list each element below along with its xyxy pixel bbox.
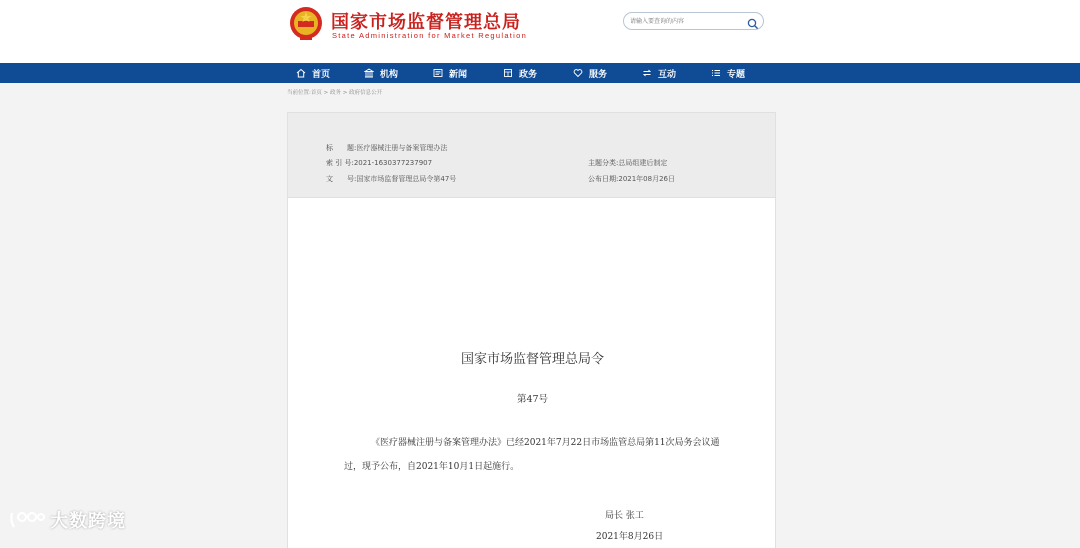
exchange-icon: [642, 68, 652, 78]
breadcrumb[interactable]: 当前位置:首页 > 政务 > 政府信息公开: [287, 90, 383, 96]
info-category-row: [588, 158, 667, 168]
nav-item-news[interactable]: [433, 63, 467, 83]
document-info-panel: [287, 112, 776, 198]
article-paragraph: 《医疗器械注册与备案管理办法》已经2021年7月22日市场监管总局第11次局务会议通过，现予公布，自2021年10月1日起施行。: [344, 438, 720, 472]
nav-item-interaction[interactable]: [642, 63, 676, 83]
info-index-value: 2021-1630377237907: [353, 159, 433, 167]
nav-label: 首页: [312, 69, 331, 80]
watermark-logo-icon: [8, 509, 46, 531]
site-subtitle: State Administration for Market Regulation: [332, 31, 528, 40]
nav-label: 专题: [727, 69, 746, 80]
list-icon: [711, 68, 721, 78]
info-date-value: 2021年08月26日: [618, 175, 675, 183]
signer: 局长 张工: [605, 511, 644, 521]
info-doc-row: [326, 174, 456, 184]
info-title-label: 标 题:: [326, 144, 357, 152]
info-category-value: 总局组建后制定: [618, 159, 668, 167]
nav-item-topics[interactable]: [711, 63, 745, 83]
order-number: 第47号: [516, 394, 549, 405]
main-nav: [0, 63, 1080, 83]
site-title[interactable]: 国家市场监督管理总局: [331, 12, 521, 33]
news-icon: [433, 68, 443, 78]
building-icon: [364, 68, 374, 78]
nav-item-government[interactable]: [503, 63, 537, 83]
heart-icon: [573, 68, 583, 78]
nav-label: 互动: [658, 69, 677, 80]
nav-label: 新闻: [449, 69, 468, 80]
nav-label: 政务: [519, 69, 538, 80]
info-date-label: 公布日期:: [588, 175, 619, 183]
search-icon[interactable]: [747, 15, 759, 27]
order-title: 国家市场监督管理总局令: [460, 352, 604, 367]
info-index-label: 索 引 号:: [326, 159, 354, 167]
search-input[interactable]: [630, 15, 740, 27]
watermark-text: 大数跨境: [50, 511, 126, 532]
watermark: [8, 508, 126, 532]
home-icon: [296, 68, 306, 78]
national-emblem-icon[interactable]: [289, 6, 323, 42]
article-body: [287, 198, 776, 548]
info-date-row: [588, 174, 675, 184]
nav-item-home[interactable]: [296, 63, 330, 83]
nav-label: 机构: [380, 69, 399, 80]
info-doc-label: 文 号:: [326, 175, 357, 183]
info-index-row: [326, 158, 432, 168]
info-title-value: 医疗器械注册与备案管理办法: [356, 144, 448, 152]
info-category-label: 主题分类:: [588, 159, 619, 167]
government-icon: [503, 68, 513, 78]
nav-item-services[interactable]: [573, 63, 607, 83]
nav-label: 服务: [589, 69, 608, 80]
search-box: [623, 12, 764, 30]
sign-date: 2021年8月26日: [596, 532, 664, 542]
site-header: [0, 0, 1080, 63]
nav-item-institutions[interactable]: [364, 63, 398, 83]
info-title-row: [326, 143, 447, 153]
info-doc-value: 国家市场监督管理总局令第47号: [356, 175, 457, 183]
